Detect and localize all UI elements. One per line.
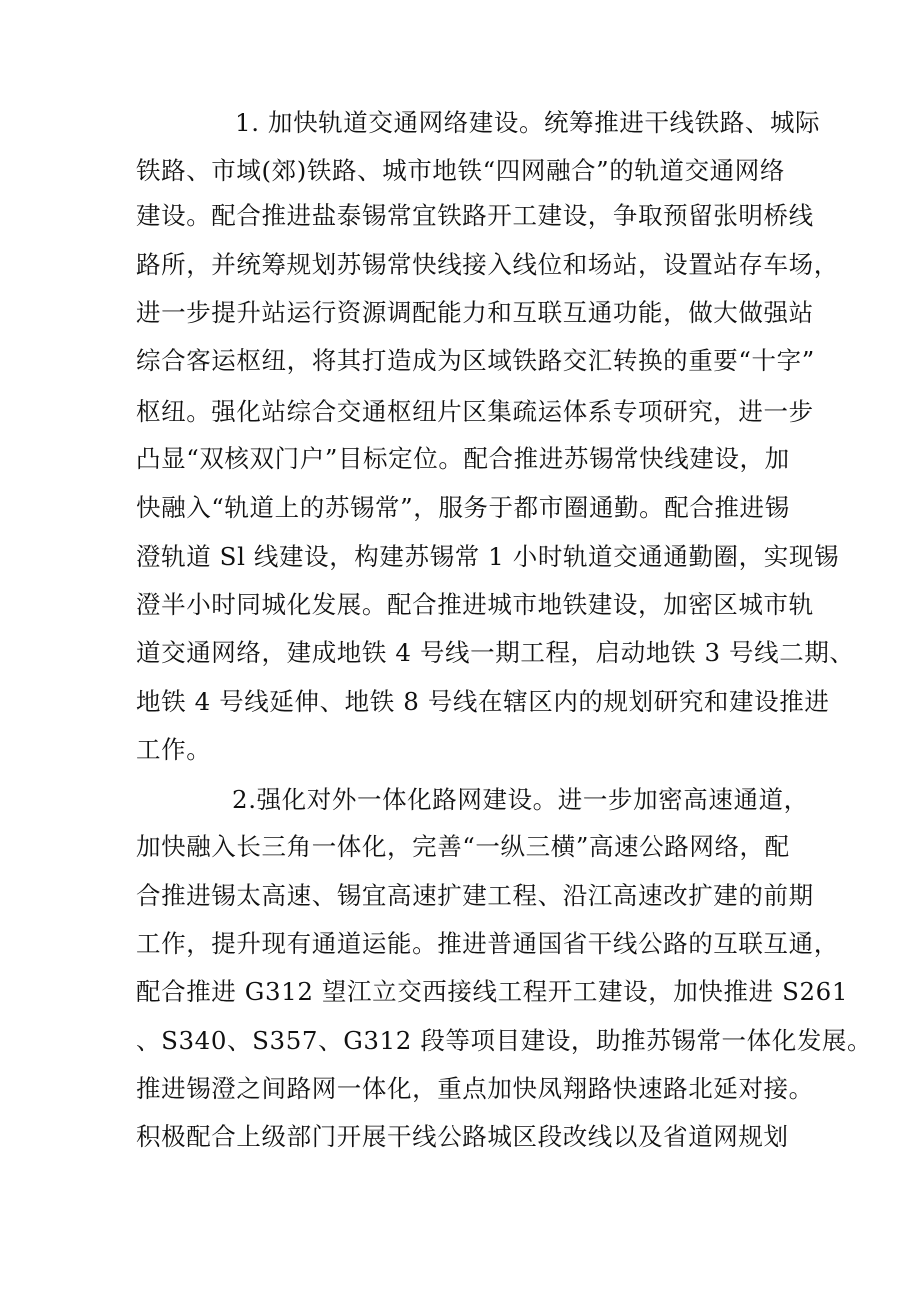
paragraph-line: 建设。配合推进盐泰锡常宜铁路开工建设，争取预留张明桥线: [136, 201, 814, 230]
paragraph-line: 铁路、市域(郊)铁路、城市地铁“四网融合”的轨道交通网络: [136, 156, 785, 185]
paragraph-line: 配合推进 G312 望江立交西接线工程开工建设，加快推进 S261: [136, 977, 849, 1006]
paragraph-line: 推进锡澄之间路网一体化，重点加快凤翔路快速路北延对接。: [136, 1074, 814, 1103]
paragraph-line: 地铁 4 号线延伸、地铁 8 号线在辖区内的规划研究和建设推进: [136, 687, 830, 716]
paragraph-line: 、S340、S357、G312 段等项目建设，助推苏锡常一体化发展。: [136, 1026, 873, 1055]
paragraph-line: 2.强化对外一体化路网建设。进一步加密高速通道，: [232, 785, 809, 814]
paragraph-line: 加快融入长三角一体化，完善“一纵三横”高速公路网络，配: [136, 832, 790, 861]
paragraph-line: 快融入“轨道上的苏锡常”，服务于都市圈通勤。配合推进锡: [136, 493, 790, 522]
paragraph-line: 积极配合上级部门开展干线公路城区段改线以及省道网规划: [136, 1122, 789, 1151]
paragraph-line: 道交通网络，建成地铁 4 号线一期工程，启动地铁 3 号线二期、: [136, 638, 855, 667]
paragraph-line: 枢纽。强化站综合交通枢纽片区集疏运体系专项研究，进一步: [136, 397, 814, 426]
paragraph-line: 澄半小时同城化发展。配合推进城市地铁建设，加密区城市轨: [136, 590, 814, 619]
paragraph-line: 综合客运枢纽，将其打造成为区域铁路交汇转换的重要“十字”: [136, 346, 815, 375]
paragraph-line: 合推进锡太高速、锡宜高速扩建工程、沿江高速改扩建的前期: [136, 881, 814, 910]
paragraph-line: 凸显“双核双门户”目标定位。配合推进苏锡常快线建设，加: [136, 444, 790, 473]
paragraph-line: 1. 加快轨道交通网络建设。统筹推进干线铁路、城际: [235, 108, 821, 137]
paragraph-line: 工作，提升现有通道运能。推进普通国省干线公路的互联互通，: [136, 929, 839, 958]
paragraph-line: 工作。: [136, 735, 212, 764]
paragraph-line: 路所，并统筹规划苏锡常快线接入线位和场站，设置站存车场，: [136, 250, 839, 279]
paragraph-line: 澄轨道 Sl 线建设，构建苏锡常 1 小时轨道交通通勤圈，实现锡: [136, 542, 840, 571]
paragraph-line: 进一步提升站运行资源调配能力和互联互通功能，做大做强站: [136, 298, 814, 327]
